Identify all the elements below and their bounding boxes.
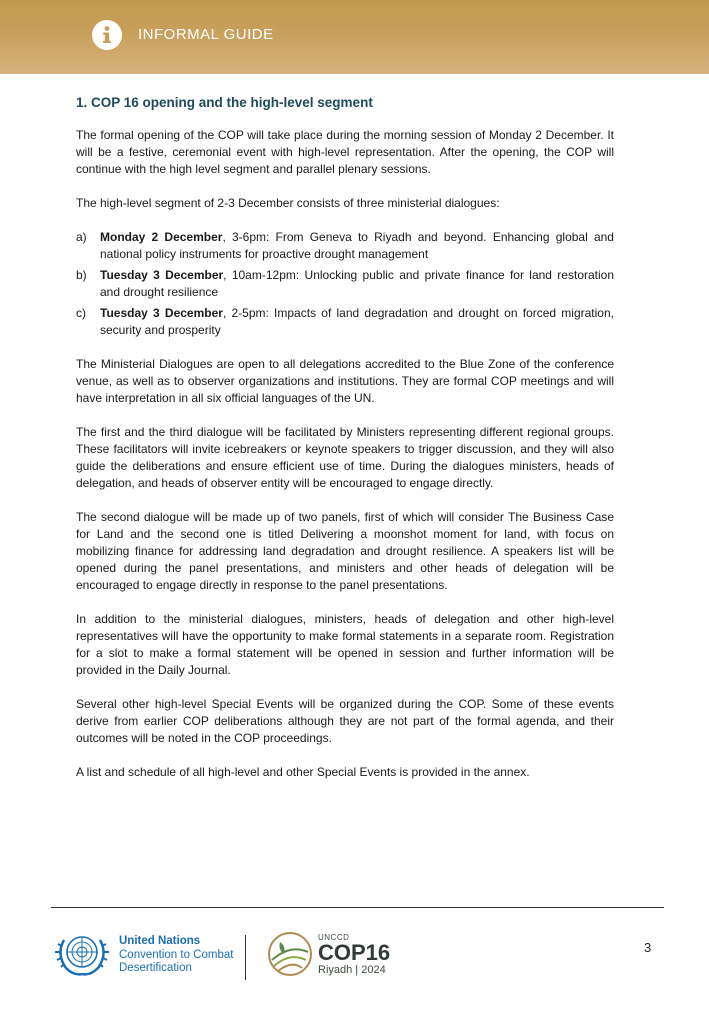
list-item: [76, 267, 614, 301]
logo-divider: [245, 935, 246, 980]
un-logo-line: Convention to Combat: [119, 948, 234, 961]
page-number: 3: [644, 940, 652, 955]
paragraph: The high-level segment of 2-3 December consists of three ministerial dialogues:: [76, 196, 500, 210]
dialogue-text: , 10am-12pm: Unlocking public and private finance for land restoration and drought resilience: [100, 268, 615, 299]
list-item: [76, 229, 614, 263]
dialogue-date: Monday 2 December: [100, 230, 223, 244]
paragraph: The Ministerial Dialogues are open to all delegations accredited to the Blue Zone of the conference venue, as well as to observer organizations and institutions. They are formal COP meetings and will have interpretation in all six official languages of the UN.: [76, 357, 614, 405]
cop16-city-year: Riyadh | 2024: [318, 964, 386, 976]
list-marker: a): [76, 230, 87, 244]
paragraph: A list and schedule of all high-level and other Special Events is provided in the annex.: [76, 765, 530, 779]
dialogue-date: Tuesday 3 December: [100, 306, 223, 320]
paragraph: The second dialogue will be made up of two panels, first of which will consider The Business Case for Land and the second one is titled Delivering a moonshot moment for land, with focus on mobilizing finance for addressing land degradation and drought resilience. A speakers list will be opened during the panel presentations, and ministers and other heads of delegation will be encouraged to engage directly in response to the panel presentations.: [76, 510, 614, 592]
paragraph: Several other high-level Special Events will be organized during the COP. Some of these events derive from earlier COP deliberations although they are not part of the formal agenda, and their outcomes will be noted in the COP proceedings.: [76, 697, 614, 745]
un-logo-line: United Nations: [119, 935, 201, 947]
cop16-logo-text: [318, 933, 390, 977]
un-emblem-icon: [52, 930, 112, 983]
paragraph: In addition to the ministerial dialogues, ministers, heads of delegation and other high-level representatives will have the opportunity to make formal statements in a separate room. Registration for a slot to make a formal statement will be opened in session and further information will be provided in the Daily Journal.: [76, 612, 614, 677]
dialogue-text: , 3-6pm: From Geneva to Riyadh and beyond. Enhancing global and national policy instruments for proactive drought management: [100, 230, 614, 261]
section-heading: 1. COP 16 opening and the high-level segment: [76, 95, 373, 110]
footer-divider-line: [51, 907, 664, 908]
dialogue-date: Tuesday 3 December: [100, 268, 224, 282]
header-banner: [0, 0, 709, 74]
list-item: [76, 305, 614, 339]
un-logo-line: Desertification: [119, 962, 192, 974]
un-logo-text: [119, 935, 233, 976]
cop16-label: COP16: [318, 940, 391, 965]
info-icon: [92, 20, 122, 50]
paragraph: The formal opening of the COP will take place during the morning session of Monday 2 December. It will be a festive, ceremonial event with high-level representation. After the opening, the COP will continue with the high level segment and parallel plenary sessions.: [76, 128, 614, 176]
paragraph: The first and the third dialogue will be facilitated by Ministers representing different regional groups. These facilitators will invite icebreakers or keynote speakers to trigger discussion, and they will also guide the deliberations and ensure efficient use of time. During the dialogues ministers, heads of delegation, and heads of observer entity will be encouraged to engage directly.: [76, 425, 614, 490]
document-body: [76, 94, 614, 798]
cop16-emblem-icon: [266, 930, 314, 983]
dialogue-text: , 2-5pm: Impacts of land degradation and drought on forced migration, security and prosperity: [100, 306, 614, 337]
header-title: INFORMAL GUIDE: [138, 26, 274, 43]
list-marker: b): [76, 268, 87, 282]
dialogue-list: [76, 229, 614, 339]
list-marker: c): [76, 306, 86, 320]
unccd-label: UNCCD: [318, 933, 350, 942]
